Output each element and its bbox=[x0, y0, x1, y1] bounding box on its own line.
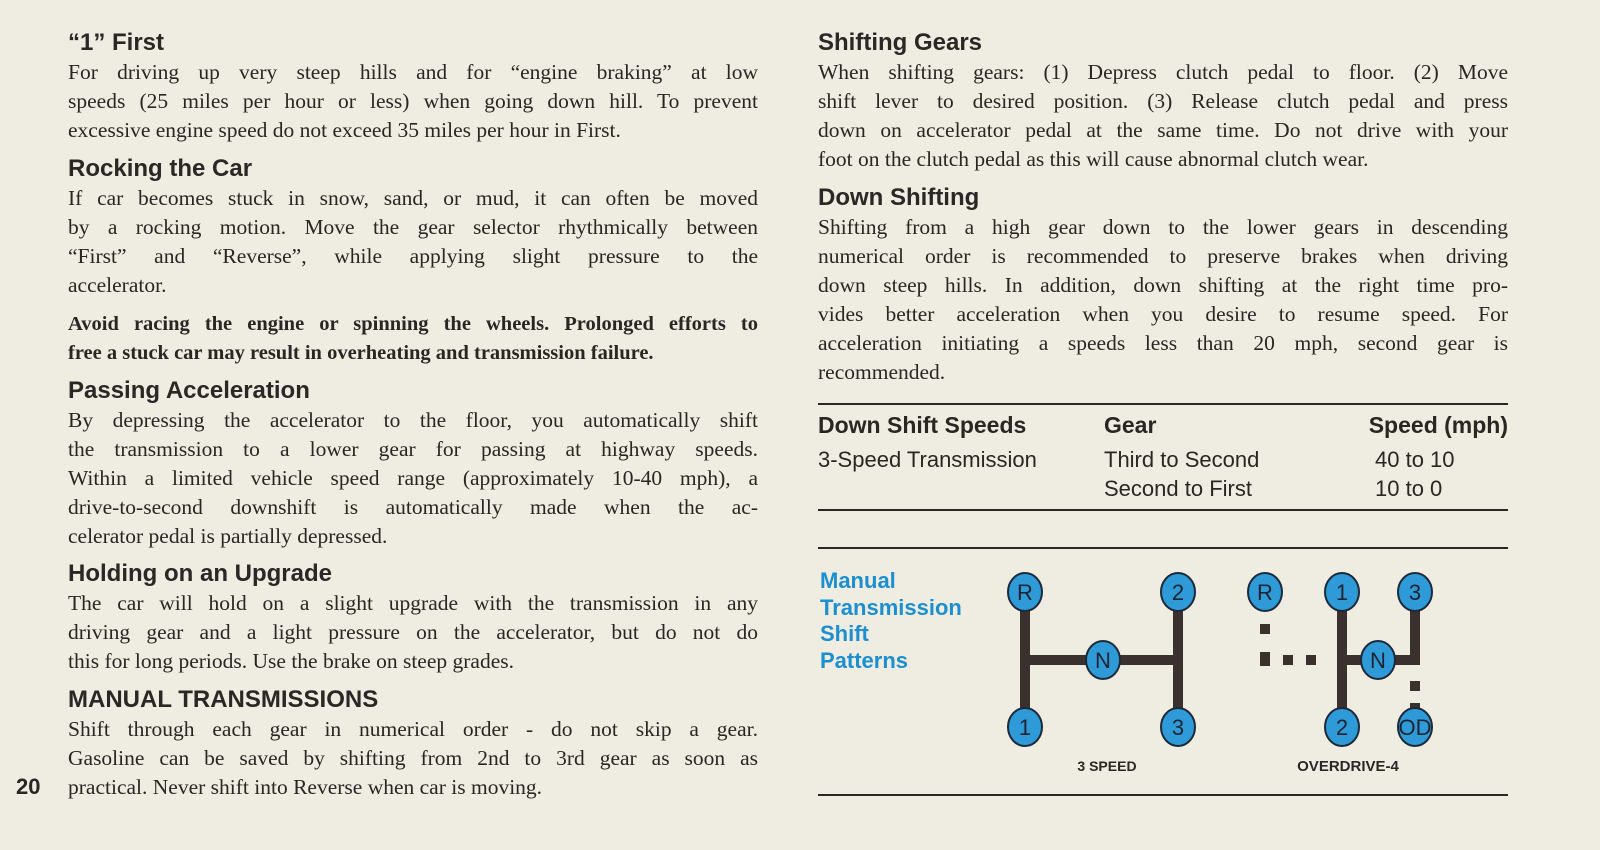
body-text-line: this for long periods. Use the brake on steep grades. bbox=[68, 649, 515, 673]
dotted-bar bbox=[1260, 624, 1270, 634]
gear-label: 1 bbox=[1335, 580, 1349, 605]
gear-label: N bbox=[1095, 648, 1111, 673]
warning-text-line: Avoid racing the engine or spinning the wheels. Prolonged efforts to bbox=[68, 313, 758, 335]
section-heading: Holding on an Upgrade bbox=[68, 560, 332, 587]
section-heading: Down Shifting bbox=[818, 184, 980, 211]
table-transmission: 3-Speed Transmission bbox=[818, 447, 1037, 472]
gear-label: 3 bbox=[1171, 715, 1185, 740]
table-header-gear: Gear bbox=[1104, 412, 1157, 438]
table-row-speed: 10 to 0 bbox=[1375, 476, 1443, 501]
dotted-bar bbox=[1260, 652, 1270, 666]
body-text-line: by a rocking motion. Move the gear selector rhythmically between bbox=[68, 215, 758, 239]
body-text-line: down on accelerator pedal at the same time. Do not drive with your bbox=[818, 118, 1508, 142]
body-text-line: driving gear and a light pressure on the accelerator, but do not do bbox=[68, 620, 758, 644]
section-heading: “1” First bbox=[68, 29, 165, 56]
caption-3-speed: 3 SPEED bbox=[1077, 758, 1137, 774]
gear-label: N bbox=[1370, 648, 1386, 673]
body-text-line: “First” and “Reverse”, while applying slight pressure to the bbox=[68, 244, 758, 268]
table-row-gear: Second to First bbox=[1104, 476, 1252, 501]
gear-label: 3 bbox=[1408, 580, 1422, 605]
diagram-title-line: Patterns bbox=[820, 647, 909, 673]
body-text-line: down steep hills. In addition, down shifting at the right time pro- bbox=[818, 273, 1508, 297]
body-text-line: practical. Never shift into Reverse when car is moving. bbox=[68, 775, 543, 799]
table-row-gear: Third to Second bbox=[1104, 447, 1260, 472]
body-text-line: foot on the clutch pedal as this will cause abnormal clutch wear. bbox=[818, 147, 1369, 171]
body-text-line: If car becomes stuck in snow, sand, or mud, it can often be moved bbox=[68, 186, 758, 210]
body-text-line: vides better acceleration when you desire to resume speed. For bbox=[818, 302, 1508, 326]
caption-overdrive-4: OVERDRIVE-4 bbox=[1297, 758, 1399, 775]
section-heading: Shifting Gears bbox=[818, 29, 983, 56]
gear-label: R bbox=[1017, 580, 1033, 605]
body-text-line: By depressing the accelerator to the floor, you automatically shift bbox=[68, 408, 758, 432]
body-text-line: drive-to-second downshift is automatically made when the ac- bbox=[68, 495, 758, 519]
diagram-title-line: Manual bbox=[820, 568, 896, 593]
body-text-line: For driving up very steep hills and for “engine braking” at low bbox=[68, 60, 758, 84]
warning-text-line: free a stuck car may result in overheating and transmission failure. bbox=[68, 342, 654, 364]
body-text-line: accelerator. bbox=[68, 273, 167, 297]
body-text-line: numerical order is recommended to preserve brakes when driving bbox=[818, 244, 1508, 268]
table-title: Down Shift Speeds bbox=[818, 412, 1027, 438]
gear-label: OD bbox=[1398, 715, 1432, 740]
body-text-line: Shift through each gear in numerical order - do not skip a gear. bbox=[68, 717, 758, 741]
body-text-line: the transmission to a lower gear for passing at highway speeds. bbox=[68, 437, 758, 461]
section-heading: Passing Acceleration bbox=[68, 377, 310, 404]
page-number: 20 bbox=[16, 774, 41, 799]
dotted-bar bbox=[1283, 655, 1293, 665]
body-text-line: When shifting gears: (1) Depress clutch pedal to floor. (2) Move bbox=[818, 60, 1508, 84]
dotted-bar bbox=[1410, 681, 1420, 691]
gear-label: 1 bbox=[1018, 715, 1032, 740]
body-text-line: excessive engine speed do not exceed 35 miles per hour in First. bbox=[68, 118, 621, 142]
body-text-line: celerator pedal is partially depressed. bbox=[68, 524, 388, 548]
diagram-title-line: Shift bbox=[820, 621, 869, 646]
dotted-bar bbox=[1306, 655, 1316, 665]
body-text-line: acceleration initiating a speeds less than 20 mph, second gear is bbox=[818, 331, 1508, 355]
table-header-speed: Speed (mph) bbox=[1368, 412, 1508, 438]
gear-label: 2 bbox=[1171, 580, 1185, 605]
body-text-line: recommended. bbox=[818, 360, 946, 384]
gear-label: R bbox=[1257, 580, 1273, 605]
diagram-title-line: Transmission bbox=[820, 594, 962, 620]
body-text-line: speeds (25 miles per hour or less) when going down hill. To prevent bbox=[68, 89, 758, 113]
body-text-line: Within a limited vehicle speed range (approximately 10-40 mph), a bbox=[68, 466, 758, 490]
body-text-line: shift lever to desired position. (3) Release clutch pedal and press bbox=[818, 89, 1508, 113]
section-heading: MANUAL TRANSMISSIONS bbox=[68, 686, 379, 713]
shift-bars bbox=[1020, 592, 1420, 727]
section-heading: Rocking the Car bbox=[68, 155, 253, 182]
body-text-line: Shifting from a high gear down to the lower gears in descending bbox=[818, 215, 1508, 239]
body-text-line: Gasoline can be saved by shifting from 2nd to 3rd gear as soon as bbox=[68, 746, 758, 770]
gear-label: 2 bbox=[1335, 715, 1349, 740]
table-row-speed: 40 to 10 bbox=[1375, 447, 1455, 472]
body-text-line: The car will hold on a slight upgrade with the transmission in any bbox=[68, 591, 758, 615]
